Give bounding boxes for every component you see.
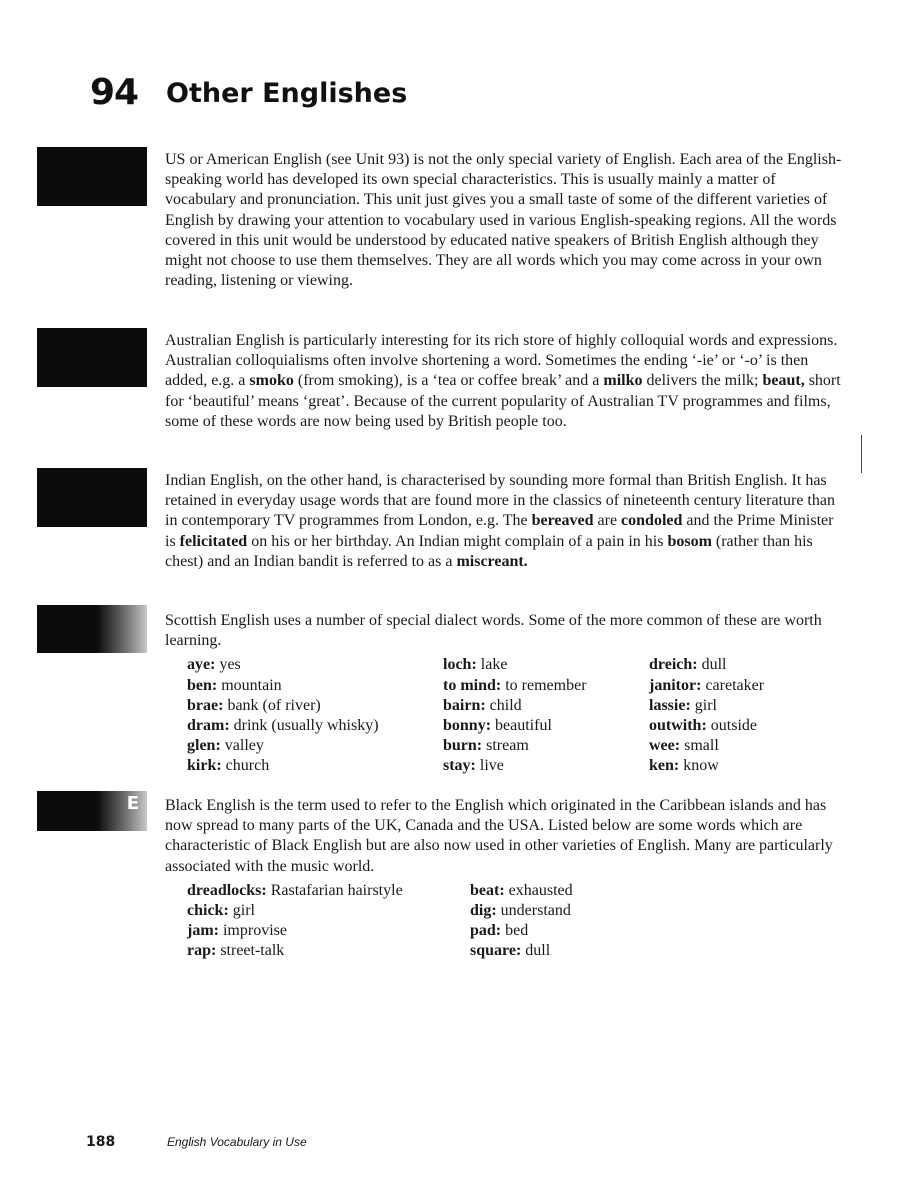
term-milko: milko <box>603 372 643 390</box>
list-item: wee: small <box>649 737 719 755</box>
black-english-word-list <box>165 881 848 963</box>
list-item: jam: improvise <box>187 922 287 940</box>
term-bosom: bosom <box>667 532 712 550</box>
list-item: dreadlocks: Rastafarian hairstyle <box>187 881 403 899</box>
unit-title: Other Englishes <box>166 78 408 109</box>
list-item: janitor: caretaker <box>649 676 765 694</box>
list-item: lassie: girl <box>649 696 717 714</box>
section-b-marker <box>37 328 147 387</box>
list-item: dram: drink (usually whisky) <box>187 717 379 735</box>
list-item: aye: yes <box>187 656 241 674</box>
list-item: glen: valley <box>187 737 264 755</box>
list-item: stay: live <box>443 757 504 775</box>
margin-rule <box>861 435 862 473</box>
section-e-letter: E <box>126 793 139 814</box>
list-item: ben: mountain <box>187 676 282 694</box>
section-d <box>165 611 848 777</box>
list-item: square: dull <box>470 942 551 960</box>
section-a <box>165 150 848 291</box>
list-item: burn: stream <box>443 737 529 755</box>
list-item: loch: lake <box>443 656 508 674</box>
list-item: outwith: outside <box>649 717 757 735</box>
scottish-column-3 <box>649 655 764 776</box>
scottish-column-2 <box>443 655 587 776</box>
list-item: dig: understand <box>470 902 571 920</box>
term-miscreant: miscreant. <box>456 552 528 570</box>
list-item: kirk: church <box>187 757 270 775</box>
term-smoko: smoko <box>249 372 294 390</box>
unit-number: 94 <box>90 72 139 113</box>
black-english-column-1 <box>187 881 403 962</box>
term-beaut: beaut, <box>762 372 805 390</box>
section-a-marker <box>37 147 147 206</box>
term-condoled: condoled <box>621 512 683 530</box>
term-bereaved: bereaved <box>531 512 594 530</box>
page-number: 188 <box>86 1134 116 1150</box>
list-item: to mind: to remember <box>443 676 587 694</box>
scottish-word-list <box>165 655 848 777</box>
list-item: bonny: beautiful <box>443 717 552 735</box>
list-item: beat: exhausted <box>470 881 573 899</box>
list-item: ken: know <box>649 757 719 775</box>
section-b <box>165 331 848 432</box>
section-c-text: Indian English, on the other hand, is characterised by sounding more formal than British English. It has retained in everyday usage words that are found more in the classics of nineteenth century literature than in contemporary TV programmes from London, e.g. The bereaved are condoled and the Prime Minister is felicitated on his or her birthday. An Indian might complain of a pain in his bosom (rather than his chest) and an Indian bandit is referred to as a miscreant. <box>165 472 835 570</box>
section-d-intro: Scottish English uses a number of special dialect words. Some of the more common of these are worth learning. <box>165 612 822 650</box>
section-c-marker <box>37 468 147 527</box>
section-e <box>165 796 848 963</box>
section-d-marker <box>37 605 147 653</box>
section-e-intro: Black English is the term used to refer to the English which originated in the Caribbean islands and has now spread to many parts of the UK, Canada and the USA. Listed below are some words which are characteristic of Black English but are also now used in other varieties of English. Many are particularly associated with the music world. <box>165 797 833 875</box>
section-e-marker <box>37 791 147 831</box>
list-item: rap: street-talk <box>187 942 285 960</box>
term-felicitated: felicitated <box>179 532 248 550</box>
black-english-column-2 <box>470 881 573 962</box>
section-b-text: Australian English is particularly interesting for its rich store of highly colloquial words and expressions. Australian colloquialisms often involve shortening a word. Sometimes the ending ‘-ie’ or ‘-o’ is then added, e.g. a smoko (from smoking), is a ‘tea or coffee break’ and a milko delivers the milk; beaut, short for ‘beautiful’ means ‘great’. Because of the current popularity of Australian TV programmes and films, some of these words are now being used by British people too. <box>165 332 841 430</box>
list-item: chick: girl <box>187 902 255 920</box>
book-title: English Vocabulary in Use <box>167 1135 307 1149</box>
list-item: bairn: child <box>443 696 522 714</box>
scottish-column-1 <box>187 655 379 776</box>
list-item: pad: bed <box>470 922 529 940</box>
list-item: brae: bank (of river) <box>187 696 321 714</box>
list-item: dreich: dull <box>649 656 727 674</box>
section-c <box>165 471 848 572</box>
section-a-text: US or American English (see Unit 93) is not the only special variety of English. Each area of the English-speaking world has developed its own special characteristics. This is usually mainly a matter of vocabulary and pronunciation. This unit just gives you a small taste of some of the different varieties of English by drawing your attention to vocabulary used in various English-speaking regions. All the words covered in this unit would be understood by educated native speakers of British English although they might not choose to use them themselves. They are all words which you may come across in your own reading, listening or viewing. <box>165 151 842 290</box>
